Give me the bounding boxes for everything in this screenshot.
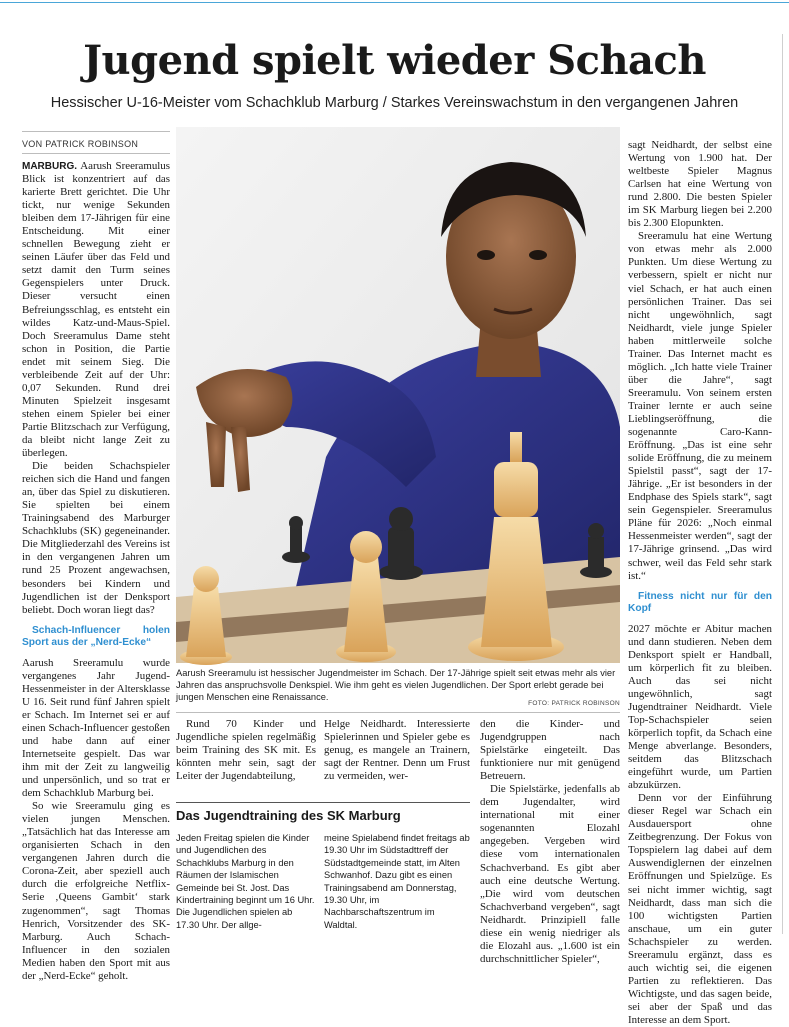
dateline: MARBURG. <box>22 161 77 172</box>
paragraph: 2027 möchte er Abitur machen und dann studieren. Neben dem Denksport spielt er Handball, um körperlich fit zu bleiben. Auch das sei nicht ungewöhnlich, sagt Jugendtrainer Neidhardt. Viele Top-Schachspieler seien körperlich topfit, da Schach eine Menge abverlange. Besonders, seitdem das Blitzschach eingeführt wurde, um Partien abzukürzen. <box>628 622 772 792</box>
infobox-text-right: meine Spielabend findet freitags ab 19.30 Uhr im Südstadttreff der Südstadtgemeinde statt, im Alten Schwanhof. Dazu gibt es einen Trainingsabend am Donnerstag, 19.30 Uhr, im Nachbarschaftszentrum im Waldtal. <box>324 833 470 930</box>
article-column-1 <box>22 160 170 983</box>
infobox-title: Das Jugendtraining des SK Marburg <box>176 808 401 823</box>
photo-caption: Aarush Sreeramulu ist hessischer Jugendmeister im Schach. Der 17-Jährige spielt seit etwas mehr als vier Jahren das anspruchsvolle Denkspiel. Wie ihm geht es vielen Jugendlichen. Der Sport erlebt gerade bei jungen Menschen eine Renaissance. <box>176 668 616 702</box>
byline: VON PATRICK ROBINSON <box>22 139 139 149</box>
headline: Jugend spielt wieder Schach <box>83 37 706 84</box>
article-photo <box>176 127 620 663</box>
photo-credit: FOTO: PATRICK ROBINSON <box>528 700 620 707</box>
paragraph: Die Spielstärke, jedenfalls ab dem Jugendalter, wird international mit einer sogenannten Elozahl angegeben. Vergeben wird diese vom internationalen Schachverband. Es gibt aber auch eine deutsche Wertung. „Die wird vom deutschen Schachverband vergeben“, sagt Neidhardt. Prinzipiell falle diese ein wenig niedriger als die Elozahl aus. „1.600 ist ein durchschnittlicher Spieler“, <box>480 783 620 965</box>
infobox-rule <box>176 802 470 803</box>
subheadline: Hessischer U-16-Meister vom Schachklub Marburg / Starkes Vereinswachstum in den vergangenen Jahren <box>50 95 739 111</box>
paragraph: sagt Neidhardt, der selbst eine Wertung von 1.900 hat. Der weltbeste Spieler Magnus Carlsen hat eine Wertung von rund 2.800. Die besten Spieler im SK Marburg liegen bei 2.200 bis 2.300 Elopunkten. <box>628 139 772 230</box>
subheading: Schach-Influencer holen Sport aus der „Nerd-Ecke“ <box>22 624 170 649</box>
paragraph: Die beiden Schachspieler reichen sich die Hand und fangen an, über das Spiel zu diskutieren. Sie spielten bei einem Trainingsabend des Marburger Schachklubs (SK) gegeneinander. Die Mitgliederzahl des Vereins ist in den vergangenen Jahren um rund 25 Prozent angewachsen, besonders bei Kindern und Jugendlichen ist der Denksport beliebt. Doch woran liegt das? <box>22 460 170 616</box>
byline-rule-bottom <box>22 153 170 154</box>
byline-rule <box>22 131 170 132</box>
top-rule <box>0 2 789 3</box>
right-column-rule <box>782 34 783 934</box>
subheading: Fitness nicht nur für den Kopf <box>628 590 772 615</box>
paragraph: So wie Sreeramulu ging es vielen jungen Menschen. „Tatsächlich hat das Interesse am organisierten Schach in den vergangenen Jahren durch die Corona-Zeit, aber speziell auch durch die erfolgreiche Netflix-Serie ‚Queens Gambit‘ stark zugenommen“, sagt Thomas Henrich, Vorsitzender des SK-Marburg. Auch Schach-Influencer in den sozialen Medien haben den Sport mit aus der „Nerd-Ecke“ geholt. <box>22 800 170 982</box>
paragraph: Aarush Sreeramulu wurde vergangenes Jahr Jugend-Hessenmeister in der Altersklasse U 16. Seit rund fünf Jahren spielt er Schach. Im Internet sei er auf einen Schach-Influencer gestoßen und habe dann auf einer Internetseite gespielt. Das war ihm mit der Zeit zu langweilig und unpersönlich, und so trat er dem Schachklub Marburg bei. <box>22 656 170 800</box>
infobox-text-left: Jeden Freitag spielen die Kinder und Jugendlichen des Schachklubs Marburg in den Räumen der Islamischen Gemeinde bei St. Jost. Das Kindertraining beginnt um 16 Uhr. Die Jugendlichen spielen ab 17.30 Uhr. Der allge- <box>176 833 315 930</box>
chess-player-photo <box>176 127 620 663</box>
article-column-4 <box>480 718 620 966</box>
paragraph: Helge Neidhardt. Interessierte Spielerinnen und Spieler gebe es genug, es mangele an Trainern, sagt der Rentner. Denn um Frust zu vermeiden, wer- <box>324 718 470 783</box>
article-column-2 <box>176 718 316 783</box>
article-column-3 <box>324 718 470 783</box>
paragraph: Sreeramulu hat eine Wertung von etwas mehr als 2.000 Punkten. Um diese Wertung zu verbessern, spielt er nicht nur viel Schach, er hat auch einen persönlichen Trainer. Das sei nicht ungewöhnlich, sagt Neidhardt, viele junge Spieler haben mittlerweile solche Trainer. Das Internet macht es möglich. „Ich hatte viele Trainer über die Jahre“, sagt Sreeramulu. Von seinem ersten Trainer lernte er auch seine Lieblingseröffnung, die sogenannte Caro-Kann-Eröffnung. „Das ist eine sehr solide Eröffnung, die zu meinem Spielstil passt“, sagt der 17-Jährige. „Er ist besonders in der Endphase des Spiels stark“, sagt sein Gegenspieler. Sreeramulus Pläne für 2026: „Noch einmal Hessenmeister werden“, sagt der 17-Jährige grinsend. „Das wird schwer, weil das Feld sehr stark ist.“ <box>628 230 772 582</box>
paragraph: den die Kinder- und Jugendgruppen nach Spielstärke eingeteilt. Das funktioniere nur mit genügend Betreuern. <box>480 718 620 783</box>
paragraph: Rund 70 Kinder und Jugendliche spielen regelmäßig beim Training des SK mit. Es könnten mehr sein, sagt der Leiter der Jugendabteilung, <box>176 718 316 783</box>
paragraph: MARBURG. Aarush Sreeramulus Blick ist konzentriert auf das karierte Brett gerichtet. Die Uhr tickt, nur wenige Sekunden bleiben dem 17-Jährigen für eine Entscheidung. Mit einer schnellen Bewegung zieht er seinen Läufer über das Feld und setzt damit den Turm seines Gegenspielers unter Druck. Dieser versucht einen Befreiungsschlag, es entsteht ein wildes Katz-und-Maus-Spiel. Doch Sreeramulus Dame steht schon in Position, die Partie endet mit seinem Sieg. Die verbleibende Zeit auf der Uhr: 0,07 Sekunden. Rund drei Minuten Spielzeit insgesamt stehen einem Spieler bei einer Partie Blitzschach zur Verfügung, da bleibt nicht lange Zeit zu überlegen. <box>22 160 170 460</box>
paragraph: Denn vor der Einführung dieser Regel war Schach ein Ausdauersport ohne Zeitbegrenzung. Der Fokus von Topspielern lag dabei auf dem Auswendiglernen der einzelnen Eröffnungen und Spielzüge. Es sei nicht immer wichtig, sagt Neidhardt, dass man sich die 100 wichtigsten Partien anschaue, um ein guter Schachspieler zu werden. Sreeramulu ergänzt, dass es auch wichtig sei, die eigenen Partien zu reflektieren. Das Wichtigste, und das sagen beide, sei aber der Spaß und das Interesse an dem Sport. <box>628 792 772 1026</box>
caption-rule <box>176 712 620 713</box>
article-column-5 <box>628 139 772 1027</box>
